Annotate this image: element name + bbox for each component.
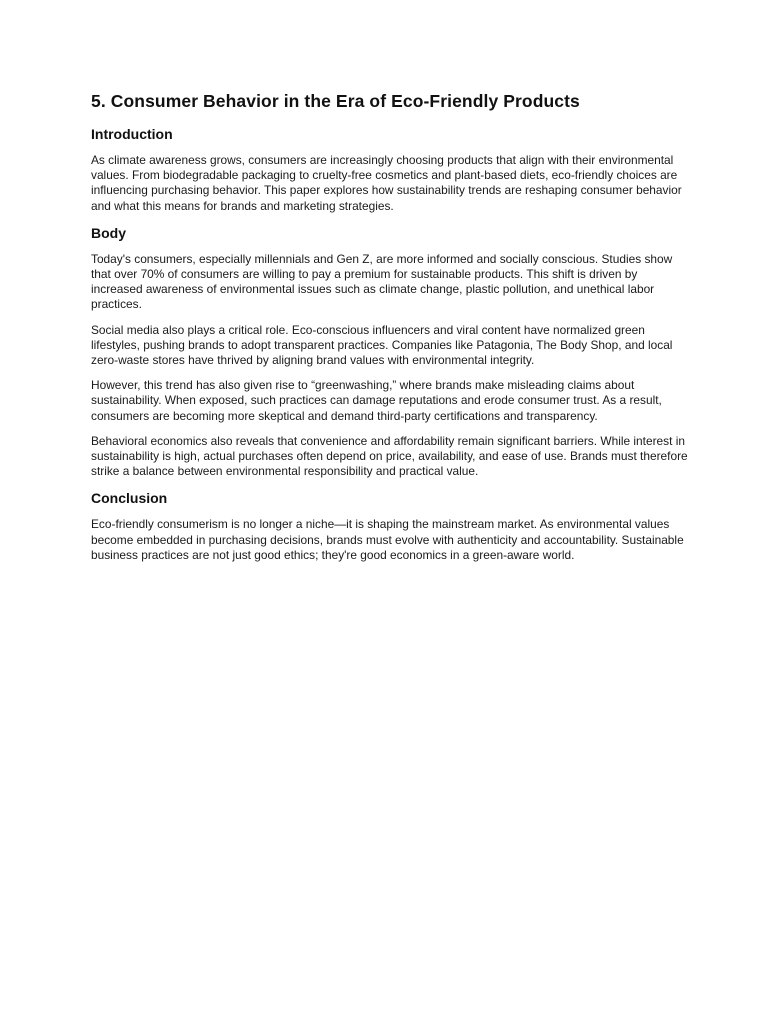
paragraph: Eco-friendly consumerism is no longer a niche—it is shaping the mainstream market. As environmental values become embedded in purchasing decisions, brands must evolve with authenticity and accountability. Sustainable business practices are not just good ethics; they're good economics in a green-aware world. — [91, 517, 684, 562]
paragraph: However, this trend has also given rise to “greenwashing,” where brands make misleading claims about sustainability. When exposed, such practices can damage reputations and erode consumer trust. As a result, consumers are becoming more skeptical and demand third-party certifications and transparency. — [91, 378, 662, 423]
section-heading-conclusion: Conclusion — [91, 490, 168, 507]
section-introduction — [91, 125, 691, 214]
section-heading-introduction: Introduction — [91, 126, 173, 142]
paragraph: Social media also plays a critical role. Eco-conscious influencers and viral content have normalized green lifestyles, pushing brands to adopt transparent practices. Companies like Patagonia, The Body Shop, and local zero-waste stores have thrived by aligning brand values with environmental integrity. — [91, 322, 673, 368]
section-conclusion — [91, 489, 691, 563]
document-title: 5. Consumer Behavior in the Era of Eco-Friendly Products — [91, 91, 580, 111]
paragraph: As climate awareness grows, consumers are increasingly choosing products that align with their environmental values. From biodegradable packaging to cruelty-free cosmetics and plant-based diets, eco-friendly choices are influencing purchasing behavior. This paper explores how sustainability trends are reshaping consumer behavior and what this means for brands and marketing strategies. — [91, 153, 682, 213]
section-heading-body: Body — [91, 224, 126, 241]
paragraph: Behavioral economics also reveals that convenience and affordability remain significant barriers. While interest in sustainability is high, actual purchases often depend on price, availability, and ease of use. Brands must therefore strike a balance between environmental responsibility and practical value. — [91, 433, 688, 479]
section-body — [91, 224, 691, 480]
document-page — [91, 90, 691, 573]
paragraph: Today's consumers, especially millennials and Gen Z, are more informed and socially conscious. Studies show that over 70% of consumers are willing to pay a premium for sustainable products. This shift is driven by increased awareness of environmental issues such as climate change, plastic pollution, and unethical labor practices. — [91, 251, 673, 312]
